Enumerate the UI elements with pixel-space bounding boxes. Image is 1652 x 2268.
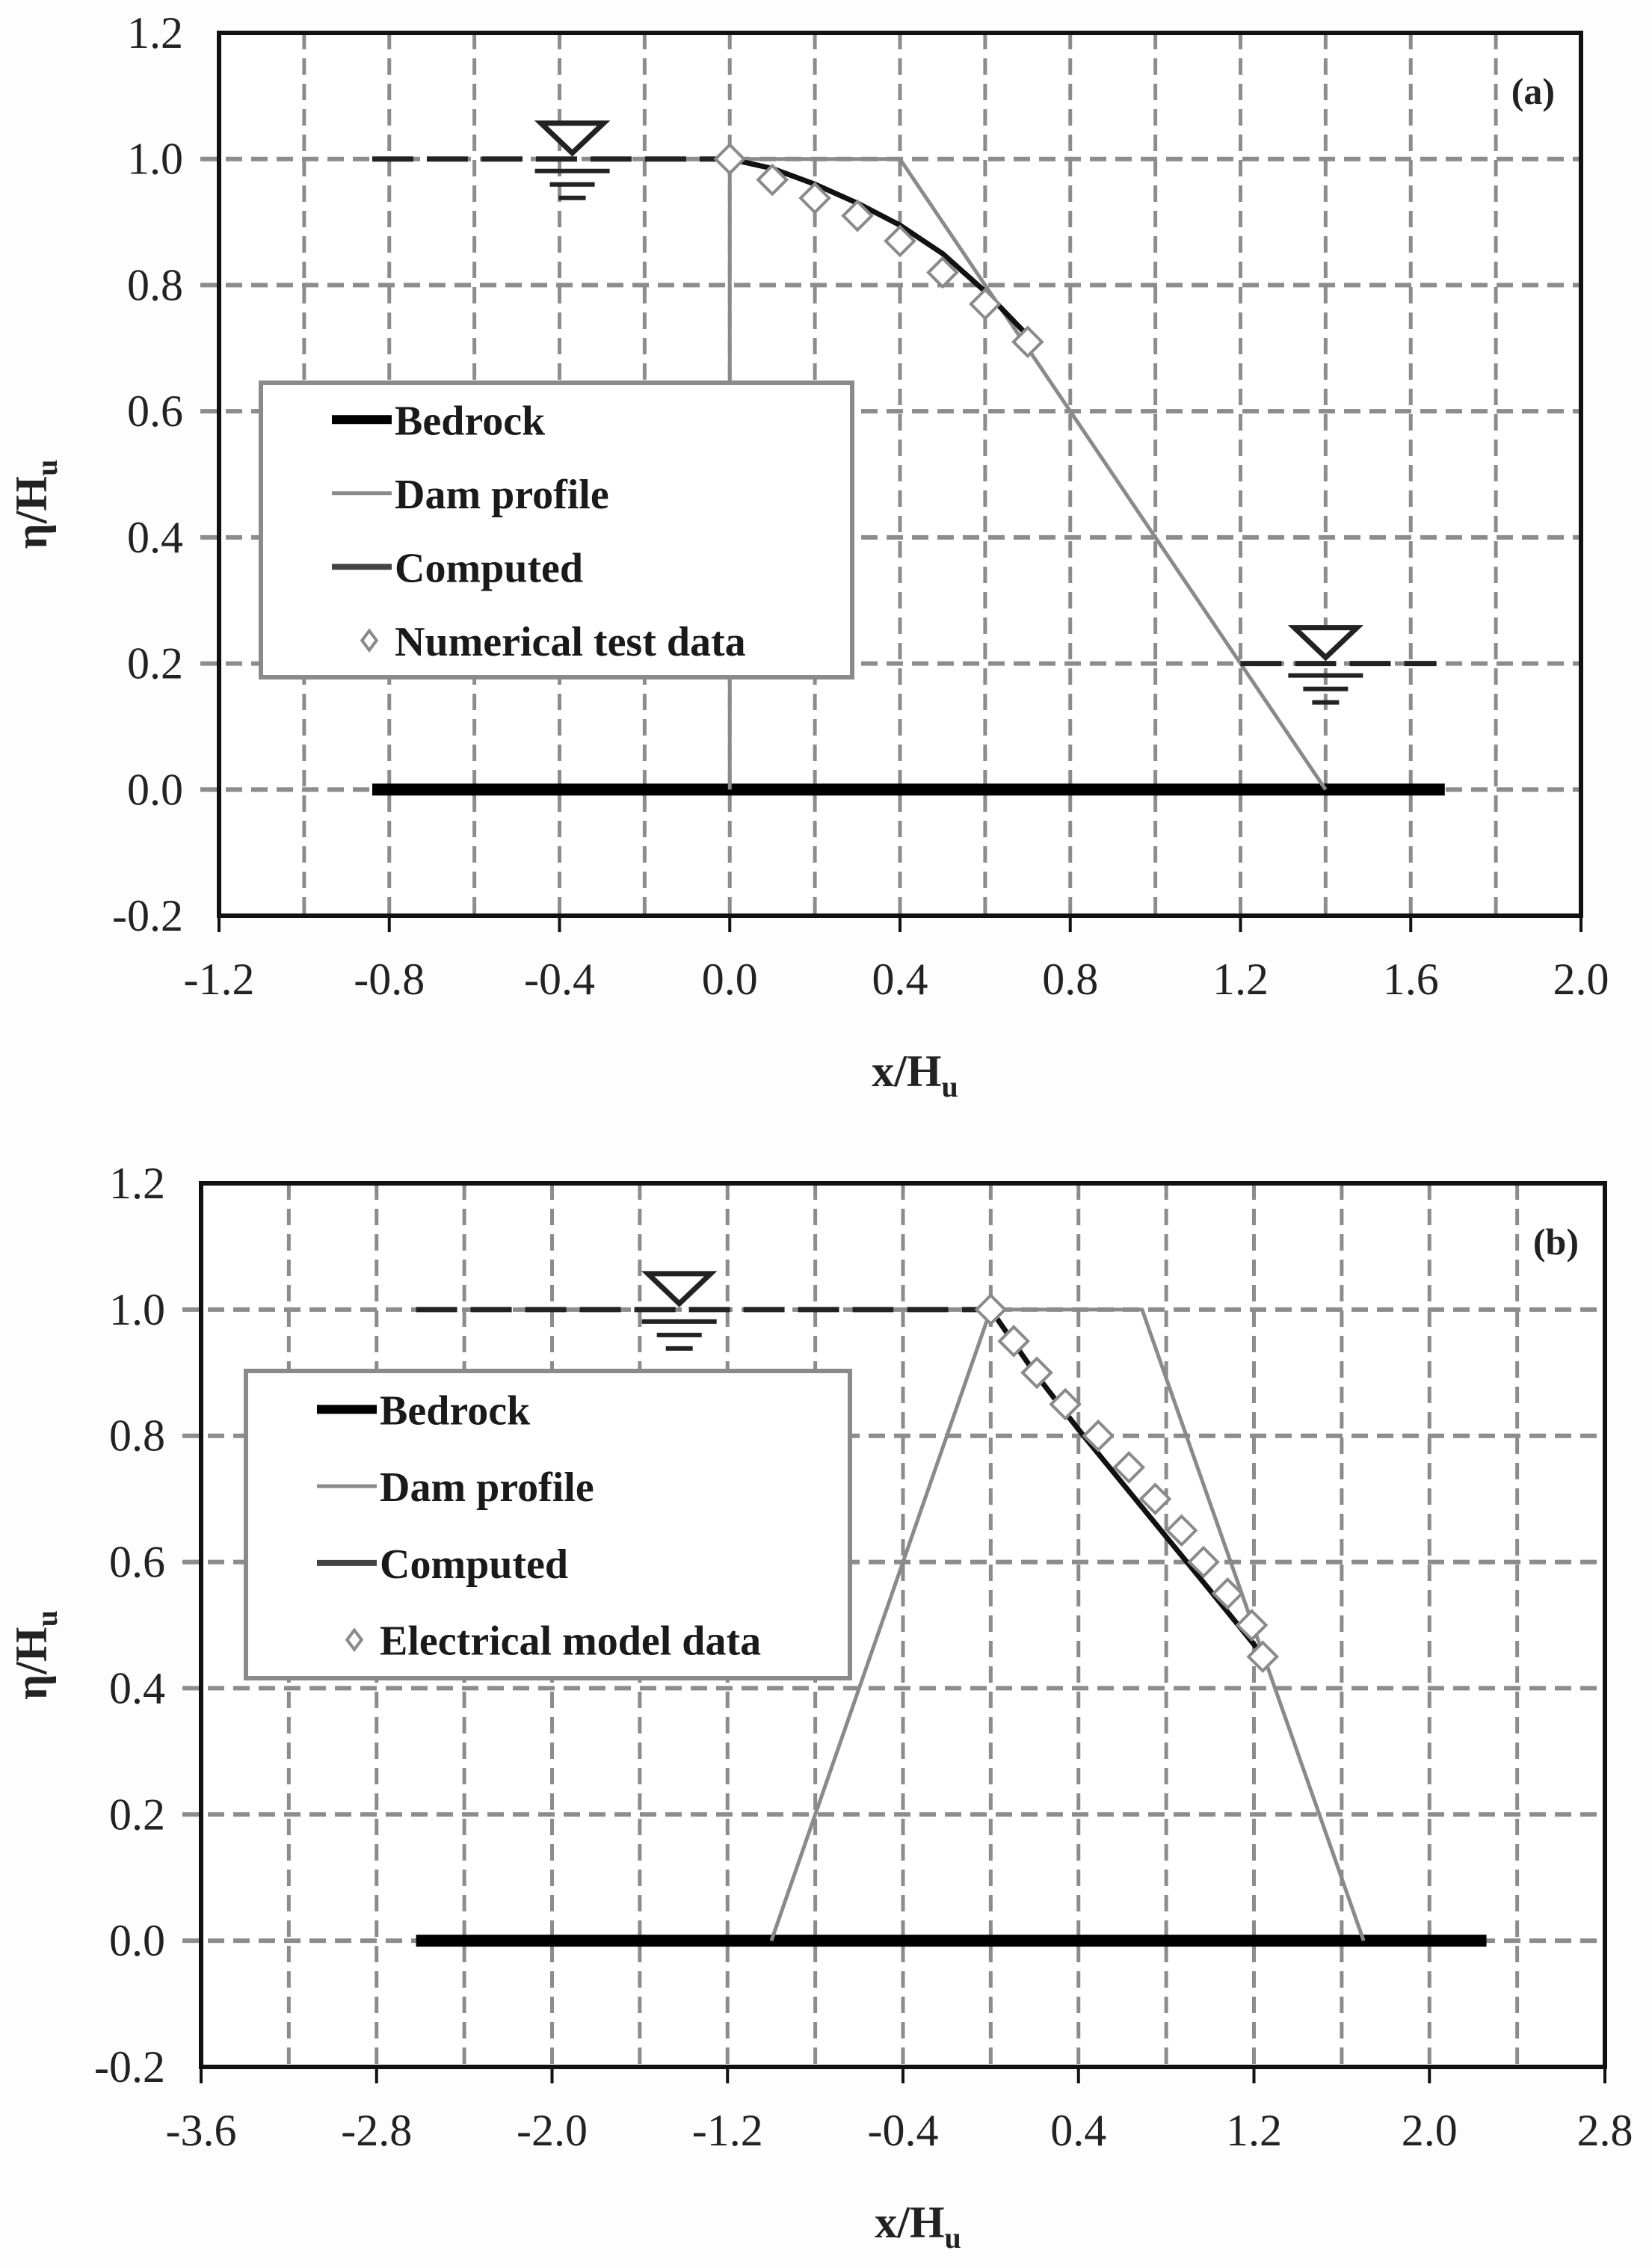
legend [246, 1371, 850, 1678]
legend-label: Bedrock [395, 398, 546, 445]
x-tick-label: -0.4 [867, 2106, 939, 2155]
x-axis-title-subscript: u [941, 1070, 958, 1103]
x-tick-label: 0.8 [1042, 955, 1099, 1004]
x-tick-label: 2.0 [1401, 2106, 1458, 2155]
y-tick-label: 0.0 [127, 765, 183, 815]
x-tick-label: 0.0 [701, 955, 758, 1004]
y-tick-label: 0.8 [109, 1411, 165, 1461]
x-tick-label: 2.8 [1577, 2106, 1633, 2155]
y-axis-title-main: η/H [7, 475, 56, 549]
chart-panel-b [7, 1159, 1633, 2255]
y-axis-title-subscript: u [30, 459, 64, 476]
x-tick-label: 1.2 [1226, 2106, 1282, 2155]
y-tick-label: 0.8 [127, 260, 183, 310]
x-tick-label: 2.0 [1553, 955, 1609, 1004]
y-tick-label: 1.0 [109, 1284, 165, 1334]
x-tick-label: -0.4 [524, 955, 595, 1004]
y-tick-label: 0.0 [109, 1916, 165, 1966]
y-tick-label: -0.2 [112, 891, 183, 940]
y-tick-label: 0.2 [127, 638, 183, 688]
y-axis-title-subscript: u [30, 1610, 64, 1627]
legend-label: Numerical test data [395, 618, 746, 665]
panel-label: (b) [1532, 1221, 1579, 1263]
legend-label: Computed [395, 545, 584, 592]
legend-label: Bedrock [380, 1387, 531, 1435]
chart-panel-a [7, 8, 1609, 1103]
x-axis-title [872, 1047, 958, 1103]
legend-label: Electrical model data [380, 1618, 762, 1665]
x-tick-label: 1.2 [1212, 955, 1269, 1004]
y-tick-label: 0.4 [109, 1663, 165, 1713]
x-tick-label: -0.8 [354, 955, 425, 1004]
x-tick-label: -3.6 [165, 2106, 237, 2155]
y-tick-label: 0.6 [109, 1537, 165, 1587]
panel-label: (a) [1511, 70, 1555, 112]
legend-label: Computed [380, 1541, 569, 1588]
x-tick-label: 0.4 [1050, 2106, 1107, 2155]
y-tick-label: -0.2 [94, 2042, 165, 2092]
y-tick-label: 1.2 [109, 1159, 165, 1208]
y-axis-title [7, 1610, 64, 1700]
x-axis-title-subscript: u [944, 2221, 961, 2255]
x-axis-title-main: x/H [875, 2198, 945, 2247]
x-axis-title [875, 2198, 961, 2255]
y-tick-label: 0.6 [127, 386, 183, 437]
x-tick-label: 0.4 [872, 955, 928, 1004]
x-tick-label: 1.6 [1382, 955, 1439, 1004]
legend-item-electrical-model-data [347, 1618, 761, 1665]
x-axis-title-main: x/H [872, 1047, 942, 1096]
legend-label: Dam profile [380, 1464, 594, 1512]
x-tick-label: -2.8 [341, 2106, 413, 2155]
legend-item-numerical-test-data [362, 619, 745, 665]
y-tick-label: 1.0 [127, 134, 183, 184]
y-tick-label: 0.4 [127, 512, 183, 562]
x-tick-label: -1.2 [183, 955, 255, 1004]
x-tick-label: -2.0 [517, 2106, 588, 2155]
legend [261, 383, 852, 677]
y-axis-title-main: η/H [7, 1627, 56, 1700]
y-tick-label: 0.2 [109, 1790, 165, 1840]
y-axis-title [7, 460, 64, 549]
legend-label: Dam profile [395, 471, 609, 518]
x-tick-label: -1.2 [691, 2106, 763, 2155]
y-tick-label: 1.2 [127, 8, 183, 58]
